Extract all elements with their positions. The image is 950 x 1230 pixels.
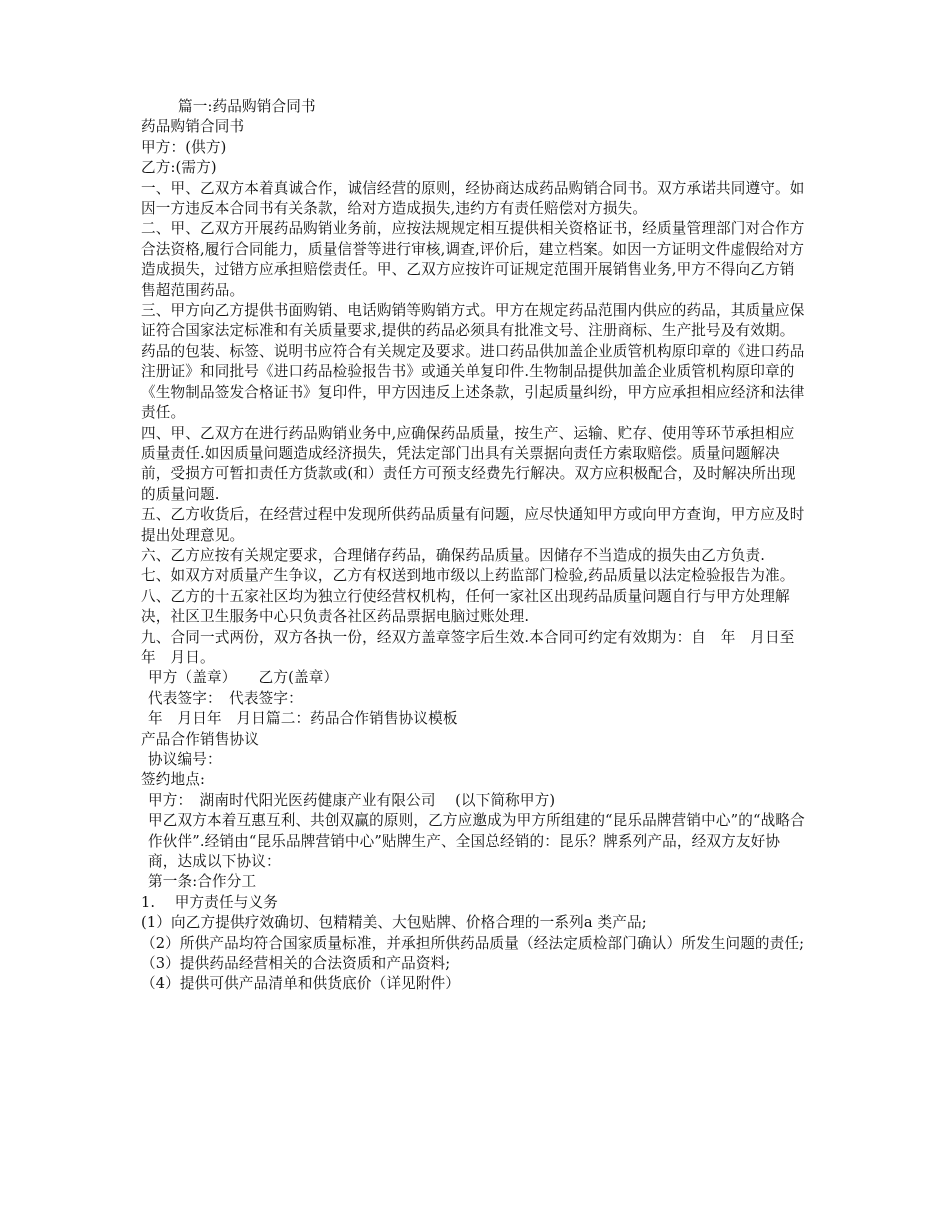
paragraph: （3）提供药品经营相关的合法资质和产品资料; <box>141 955 451 973</box>
paragraph: 一、甲、乙双方本着真诚合作，诚信经营的原则，经协商达成药品购销合同书。双方承诺共同遵守。如因一方违反本合同书有关条款，给对方造成损失,违约方有责任赔偿对方损失。 <box>141 179 805 218</box>
paragraph: 产品合作销售协议 <box>141 730 259 748</box>
paragraph: 二、甲、乙双方开展药品购销业务前，应按法规规定相互提供相关资格证书，经质量管理部门对合作方合法资格,履行合同能力，质量信誉等进行审核,调查,评价后，建立档案。如因一方证明文件虚假给对方造成损失，过错方应承担赔偿责任。甲、乙双方应按许可证规定范围开展销售业务,甲方不得向乙方销售超范围药品。 <box>141 220 805 299</box>
paragraph: 四、甲、乙双方在进行药品购销业务中,应确保药品质量，按生产、运输、贮存、使用等环节承担相应质量责任.如因质量问题造成经济损失，凭法定部门出具有关票据向责任方索取赔偿。质量问题解决前，受损方可暂扣责任方货款或(和）责任方可预支经费先行解决。双方应积极配合，及时解决所出现的质量问题. <box>141 424 796 503</box>
paragraph: 乙方:(需方) <box>141 159 217 177</box>
paragraph: 三、甲方向乙方提供书面购销、电话购销等购销方式。甲方在规定药品范围内供应的药品，其质量应保证符合国家法定标准和有关质量要求,提供的药品必须具有批准文号、注册商标、生产批号及有效期。药品的包装、标签、说明书应符合有关规定及要求。进口药品供加盖企业质管机构原印章的《进口药品注册证》和同批号《进口药品检验报告书》或通关单复印件.生物制品提供加盖企业质管机构原印章的《生物制品签发合格证书》复印件，甲方因违反上述条款，引起质量纠纷，甲方应承担相应经济和法律责任。 <box>141 302 805 422</box>
paragraph: 六、乙方应按有关规定要求，合理储存药品，确保药品质量。因储存不当造成的损失由乙方负责. <box>141 546 766 564</box>
paragraph: 五、乙方收货后，在经营过程中发现所供药品质量有问题，应尽快通知甲方或向甲方查询，甲方应及时提出处理意见。 <box>141 506 805 544</box>
paragraph: 签约地点: <box>141 771 206 789</box>
paragraph: 八、乙方的十五家社区均为独立行使经营权机构，任何一家社区出现药品质量问题自行与甲方处理解决，社区卫生服务中心只负责各社区药品票据电脑过账处理. <box>141 587 790 626</box>
paragraph: 甲方（盖章） 乙方(盖章） <box>148 669 339 687</box>
paragraph: 甲方： 湖南时代阳光医药健康产业有限公司 (以下简称甲方) <box>148 791 556 809</box>
paragraph: 七、如双方对质量产生争议，乙方有权送到地市级以上药监部门检验,药品质量以法定检验报告为准。 <box>141 567 795 585</box>
paragraph: (1）向乙方提供疗效确切、包精精美、大包贴牌、价格合理的一系列a 类产品; <box>141 914 647 932</box>
document-body <box>141 97 809 995</box>
paragraph: 甲乙双方本着互惠互利、共创双赢的原则，乙方应邀成为甲方所组建的“昆乐品牌营销中心”的“战略合作伙伴”.经销由“昆乐品牌营销中心”贴牌生产、全国总经销的：昆乐？牌系列产品，经双方友好协商，达成以下协议： <box>148 812 805 871</box>
paragraph: 年 月日年 月日篇二：药品合作销售协议模板 <box>148 710 458 728</box>
paragraph: 第一条:合作分工 <box>148 873 257 891</box>
paragraph: 协议编号： <box>148 751 222 768</box>
paragraph: 1. 甲方责任与义务 <box>141 893 278 911</box>
paragraph: 九、合同一式两份，双方各执一份，经双方盖章签字后生效.本合同可约定有效期为：自 年 月日至 年 月日。 <box>141 628 810 666</box>
paragraph: 药品购销合同书 <box>141 118 245 136</box>
paragraph: 甲方：(供方) <box>141 138 227 156</box>
document-title: 篇一:药品购销合同书 <box>178 98 316 115</box>
paragraph: 代表签字： 代表签字： <box>148 689 303 707</box>
paragraph: （2）所供产品均符合国家质量标准，并承担所供药品质量（经法定质检部门确认）所发生问题的责任; <box>141 934 805 952</box>
paragraph: （4）提供可供产品清单和供货底价（详见附件） <box>141 975 461 993</box>
